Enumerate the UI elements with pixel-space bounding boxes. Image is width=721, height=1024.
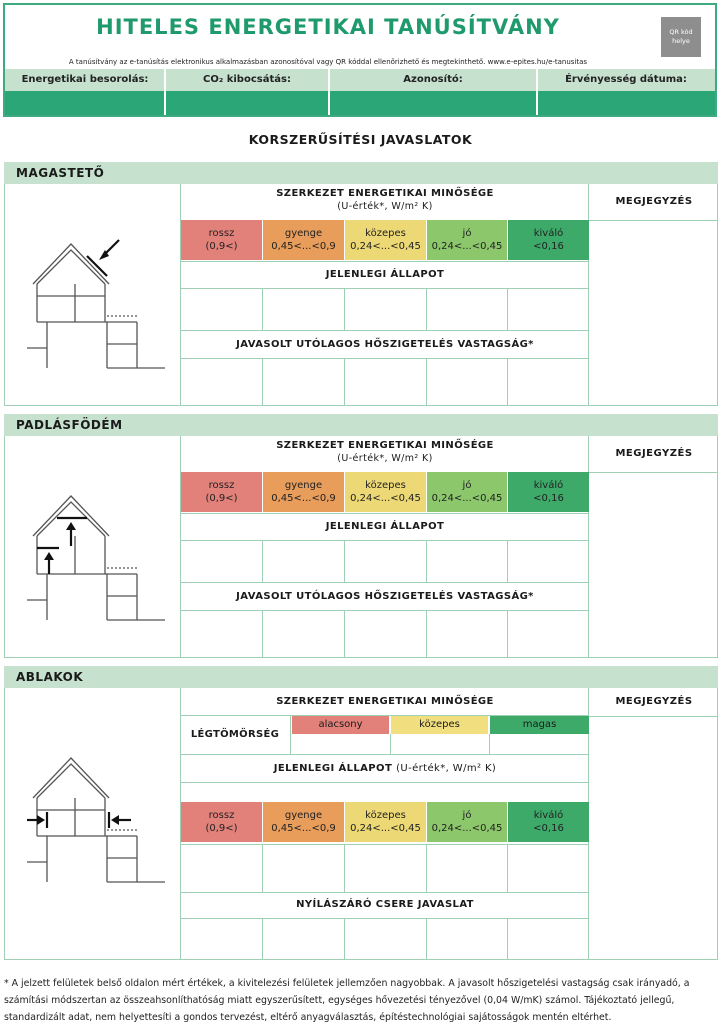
qr-code-placeholder: QR kód helye [661, 17, 701, 57]
certificate-header [3, 3, 717, 117]
insulation-heading: JAVASOLT UTÓLAGOS HŐSZIGETELÉS VASTAGSÁG* [236, 591, 534, 602]
page-title: KORSZERŰSÍTÉSI JAVASLATOK [248, 132, 473, 147]
footnote: * A jelzett felületek belső oldalon mért értékek, a kivitelezési felületek jellemzően nagyobbak. A javasolt hőszigetelési vastagság csak irányadó, a számítási módszertan az összeahsonlíthatóság miatt egyszerűsített, egységes hővezetési tényezővel (0,04 W/mK) számol. Tájékoztató jellegű, standardizált adat, nem helyettesíti a gondos tervezést, eltérő anyagválasztás, építéstechnológiai sajátosságok mentén eltérhet. [4, 978, 690, 1023]
field-label: CO₂ kibocsátás: [165, 69, 329, 91]
rating-jo [427, 220, 507, 260]
section-title: MAGASTETŐ [4, 162, 718, 184]
rating-gyenge [263, 220, 344, 260]
divider [328, 69, 330, 115]
quality-unit: (U-érték*, W/m² K) [337, 201, 433, 212]
field-label: Azonosító: [329, 69, 537, 91]
divider [181, 540, 589, 541]
section-roof [4, 162, 718, 406]
divider [344, 358, 345, 405]
quality-unit: (U-érték*, W/m² K) [337, 453, 433, 464]
divider [344, 918, 345, 959]
field-label: Energetikai besorolás: [5, 69, 165, 91]
current-state-heading: JELENLEGI ÁLLAPOT [325, 269, 445, 280]
divider [181, 288, 589, 289]
quality-title: SZERKEZET ENERGETIKAI MINŐSÉGE [276, 188, 494, 199]
rating-name: kiváló [533, 228, 564, 239]
divider [507, 540, 508, 582]
rating-jo [427, 472, 507, 512]
quality-title: SZERKEZET ENERGETIKAI MINŐSÉGE [276, 440, 494, 451]
field-value-co2 [165, 91, 329, 115]
rating-gyenge [263, 472, 344, 512]
divider [180, 184, 181, 405]
rating-range: 0,45<...<0,9 [271, 823, 336, 834]
rating-kozepes [345, 802, 426, 842]
divider [180, 436, 181, 657]
divider [507, 918, 508, 959]
current-state-unit: (U-érték*, W/m² K) [396, 763, 497, 774]
quality-heading [181, 188, 589, 212]
rating-name: rossz [208, 228, 235, 239]
divider [426, 610, 427, 657]
section-attic [4, 414, 718, 658]
attic-house-illustration [27, 478, 167, 628]
rating-range: 0,24<...<0,45 [431, 493, 503, 504]
divider [262, 358, 263, 405]
rating-range: (0,9<) [205, 493, 238, 504]
airtightness-high: magas [490, 716, 589, 734]
rating-kozepes [345, 220, 426, 260]
remark-heading: MEGJEGYZÉS [615, 696, 693, 707]
divider [507, 610, 508, 657]
rating-name: kiváló [533, 480, 564, 491]
rating-gyenge [263, 802, 344, 842]
section-body [4, 436, 718, 658]
rating-rossz [181, 802, 262, 842]
divider [507, 844, 508, 892]
divider [390, 734, 391, 754]
rating-range: (0,9<) [205, 823, 238, 834]
divider [344, 610, 345, 657]
field-value-identifier [329, 91, 537, 115]
current-state-title: JELENLEGI ÁLLAPOT [273, 763, 393, 774]
divider [344, 288, 345, 330]
divider [181, 918, 589, 919]
section-body [4, 184, 718, 406]
rating-range: 0,24<...<0,45 [350, 241, 421, 252]
rating-kivalo [508, 220, 589, 260]
rating-range: 0,24<...<0,45 [350, 823, 421, 834]
insulation-heading: JAVASOLT UTÓLAGOS HŐSZIGETELÉS VASTAGSÁG* [236, 339, 534, 350]
rating-range: 0,24<...<0,45 [431, 241, 503, 252]
remark-heading: MEGJEGYZÉS [615, 196, 693, 207]
rating-range: 0,45<...<0,9 [271, 493, 336, 504]
divider [262, 610, 263, 657]
field-identifier [329, 69, 537, 115]
certificate-title: HITELES ENERGETIKAI TANÚSÍTVÁNY [96, 15, 560, 39]
divider [344, 844, 345, 892]
windows-house-illustration [27, 740, 167, 890]
quality-title: SZERKEZET ENERGETIKAI MINŐSÉGE [276, 696, 494, 707]
field-value-energy-class [5, 91, 165, 115]
divider [426, 288, 427, 330]
field-value-validity [537, 91, 715, 115]
current-state-heading [181, 756, 589, 782]
rating-kozepes [345, 472, 426, 512]
divider [181, 844, 589, 845]
rating-rossz [181, 472, 262, 512]
rating-name: közepes [365, 228, 406, 239]
rating-jo [427, 802, 507, 842]
rating-kivalo [508, 802, 589, 842]
rating-name: jó [462, 480, 472, 491]
divider [262, 288, 263, 330]
rating-rossz [181, 220, 262, 260]
divider [426, 844, 427, 892]
divider [426, 918, 427, 959]
airtightness-low: alacsony [292, 716, 389, 734]
rating-kivalo [508, 472, 589, 512]
divider [181, 358, 589, 359]
section-title: ABLAKOK [4, 666, 718, 688]
field-label: Érvényesség dátuma: [537, 69, 715, 91]
certificate-subtitle: A tanúsítvány az e-tanúsítás elektronikus alkalmazásban azonosítóval vagy QR kóddal ellenőrizhető és megtekinthető. www.e-epites.hu/e-tanusitas [68, 58, 588, 66]
rating-name: kiváló [533, 810, 564, 821]
divider [262, 918, 263, 959]
rating-name: rossz [208, 810, 235, 821]
divider [181, 582, 589, 583]
current-state-heading: JELENLEGI ÁLLAPOT [325, 521, 445, 532]
section-windows [4, 666, 718, 962]
rating-name: jó [462, 228, 472, 239]
airtightness-mid: közepes [391, 716, 488, 734]
divider [589, 220, 718, 221]
divider [262, 540, 263, 582]
airtightness-label: LÉGTÖMÖRSÉG [190, 729, 280, 740]
remark-heading: MEGJEGYZÉS [615, 448, 693, 459]
header-fields [5, 69, 715, 115]
divider [181, 754, 589, 755]
divider [589, 472, 718, 473]
divider [536, 69, 538, 115]
rating-range: (0,9<) [205, 241, 238, 252]
field-validity [537, 69, 715, 115]
rating-range: <0,16 [533, 241, 564, 252]
rating-name: gyenge [284, 480, 323, 491]
rating-name: gyenge [284, 228, 323, 239]
divider [507, 288, 508, 330]
divider [426, 358, 427, 405]
divider [344, 540, 345, 582]
divider [181, 610, 589, 611]
rating-name: rossz [208, 480, 235, 491]
section-title: PADLÁSFÖDÉM [4, 414, 718, 436]
rating-name: gyenge [284, 810, 323, 821]
divider [290, 716, 291, 754]
rating-range: 0,24<...<0,45 [350, 493, 421, 504]
divider [262, 844, 263, 892]
rating-range: 0,24<...<0,45 [431, 823, 503, 834]
divider [181, 330, 589, 331]
rating-name: jó [462, 810, 472, 821]
divider [181, 782, 589, 783]
rating-range: <0,16 [533, 493, 564, 504]
divider [164, 69, 166, 115]
quality-heading [181, 696, 589, 707]
section-body [4, 688, 718, 960]
roof-house-illustration [27, 226, 167, 376]
rating-range: 0,45<...<0,9 [271, 241, 336, 252]
window-replacement-heading: NYÍLÁSZÁRÓ CSERE JAVASLAT [296, 899, 474, 910]
rating-name: közepes [365, 810, 406, 821]
quality-heading [181, 440, 589, 464]
rating-range: <0,16 [533, 823, 564, 834]
field-energy-class [5, 69, 165, 115]
rating-name: közepes [365, 480, 406, 491]
divider [507, 358, 508, 405]
field-co2 [165, 69, 329, 115]
divider [489, 734, 490, 754]
divider [426, 540, 427, 582]
